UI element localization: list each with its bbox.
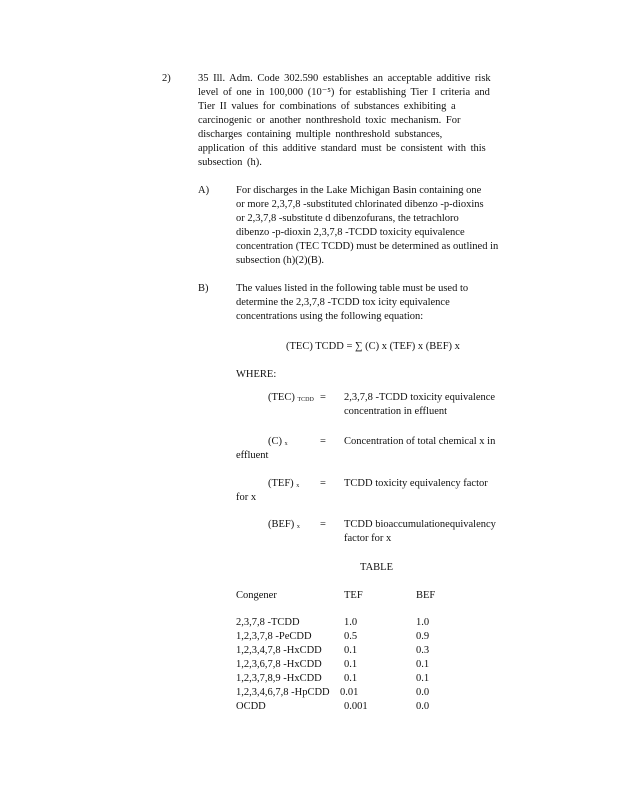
table-cell-congener: 1,2,3,7,8 -PeCDD bbox=[236, 631, 312, 642]
definition-equals: = bbox=[320, 392, 326, 403]
tec-equation: (TEC) TCDD = ∑ (C) x (TEF) x (BEF) x bbox=[286, 341, 460, 352]
intro-line: subsection (h). bbox=[198, 157, 262, 168]
definition-equals: = bbox=[320, 519, 326, 530]
item-number: 2) bbox=[162, 73, 171, 84]
subitem-a-line: or more 2,3,7,8 -substituted chlorinated dibenzo -p-dioxins bbox=[236, 199, 484, 210]
table-cell-bef: 0.1 bbox=[416, 659, 430, 670]
intro-line: level of one in 100,000 (10⁻⁵) for establishing Tier I criteria and bbox=[198, 87, 490, 98]
subitem-b-line: The values listed in the following table must be used to bbox=[236, 283, 469, 294]
subitem-a-line: dibenzo -p-dioxin 2,3,7,8 -TCDD toxicity equivalence bbox=[236, 227, 465, 238]
table-cell-congener: 1,2,3,7,8,9 -HxCDD bbox=[236, 673, 322, 684]
definition-desc: TCDD toxicity equivalency factor bbox=[344, 478, 488, 489]
definition-desc: TCDD bioaccumulationequivalency bbox=[344, 519, 496, 530]
table-header-tef: TEF bbox=[344, 590, 363, 601]
subitem-a-line: For discharges in the Lake Michigan Basin containing one bbox=[236, 185, 482, 196]
table-header-bef: BEF bbox=[416, 590, 436, 601]
subitem-a-line: subsection (h)(2)(B). bbox=[236, 255, 325, 266]
subitem-b-label: B) bbox=[198, 283, 209, 294]
intro-line: discharges containing multiple nonthreshold substances, bbox=[198, 129, 443, 140]
subitem-a-line: concentration (TEC TCDD) must be determined as outlined in bbox=[236, 241, 499, 252]
table-cell-congener: 2,3,7,8 -TCDD bbox=[236, 617, 300, 628]
subitem-a-line: or 2,3,7,8 -substitute d dibenzofurans, the tetrachloro bbox=[236, 213, 459, 224]
table-cell-bef: 0.0 bbox=[416, 687, 430, 698]
table-cell-congener: 1,2,3,4,7,8 -HxCDD bbox=[236, 645, 322, 656]
definition-term: (TEF) $_x$ bbox=[268, 478, 300, 489]
definition-desc-wrap: effluent bbox=[236, 450, 269, 461]
definition-term: (C) $_x$ bbox=[268, 436, 288, 447]
table-cell-tef: 0.5 bbox=[344, 631, 358, 642]
definition-equals: = bbox=[320, 478, 326, 489]
table-cell-bef: 0.3 bbox=[416, 645, 430, 656]
intro-line: application of this additive standard must be consistent with this bbox=[198, 143, 486, 154]
intro-line: 35 Ill. Adm. Code 302.590 establishes an acceptable additive risk bbox=[198, 73, 491, 84]
subitem-b-line: concentrations using the following equation: bbox=[236, 311, 424, 322]
table-cell-tef: 0.1 bbox=[344, 659, 358, 670]
table-cell-tef: 0.01 bbox=[340, 687, 359, 698]
table-cell-tef: 0.1 bbox=[344, 645, 358, 656]
table-cell-tef: 1.0 bbox=[344, 617, 358, 628]
where-label: WHERE: bbox=[236, 369, 277, 380]
table-cell-tef: 0.1 bbox=[344, 673, 358, 684]
subitem-b-text bbox=[236, 282, 468, 324]
definition-equals: = bbox=[320, 436, 326, 447]
subitem-a-text bbox=[236, 184, 498, 268]
intro-line: Tier II values for combinations of substances exhibiting a bbox=[198, 101, 456, 112]
table-cell-congener: 1,2,3,6,7,8 -HxCDD bbox=[236, 659, 322, 670]
subitem-a-label: A) bbox=[198, 185, 210, 196]
table-cell-bef: 0.9 bbox=[416, 631, 430, 642]
definition-desc: factor for x bbox=[344, 533, 392, 544]
definition-desc: Concentration of total chemical x in bbox=[344, 436, 496, 447]
definition-desc-wrap: for x bbox=[236, 492, 257, 503]
definition-desc: 2,3,7,8 -TCDD toxicity equivalence bbox=[344, 392, 496, 403]
definition-desc: concentration in effluent bbox=[344, 406, 448, 417]
table-title: TABLE bbox=[360, 562, 393, 573]
definition-term: (TEC) $_{TCDD}$ bbox=[268, 392, 314, 403]
table-cell-congener: 1,2,3,4,6,7,8 -HpCDD bbox=[236, 687, 330, 698]
definition-term: (BEF) $_x$ bbox=[268, 519, 300, 530]
table-header-congener: Congener bbox=[236, 590, 277, 601]
intro-line: carcinogenic or another nonthreshold toxic mechanism. For bbox=[198, 115, 461, 126]
table-cell-bef: 0.1 bbox=[416, 673, 430, 684]
table-cell-bef: 0.0 bbox=[416, 701, 430, 712]
table-cell-tef: 0.001 bbox=[344, 701, 368, 712]
table-cell-bef: 1.0 bbox=[416, 617, 430, 628]
intro-paragraph bbox=[198, 72, 518, 170]
subitem-b-line: determine the 2,3,7,8 -TCDD tox icity equivalence bbox=[236, 297, 450, 308]
table-cell-congener: OCDD bbox=[236, 701, 266, 712]
